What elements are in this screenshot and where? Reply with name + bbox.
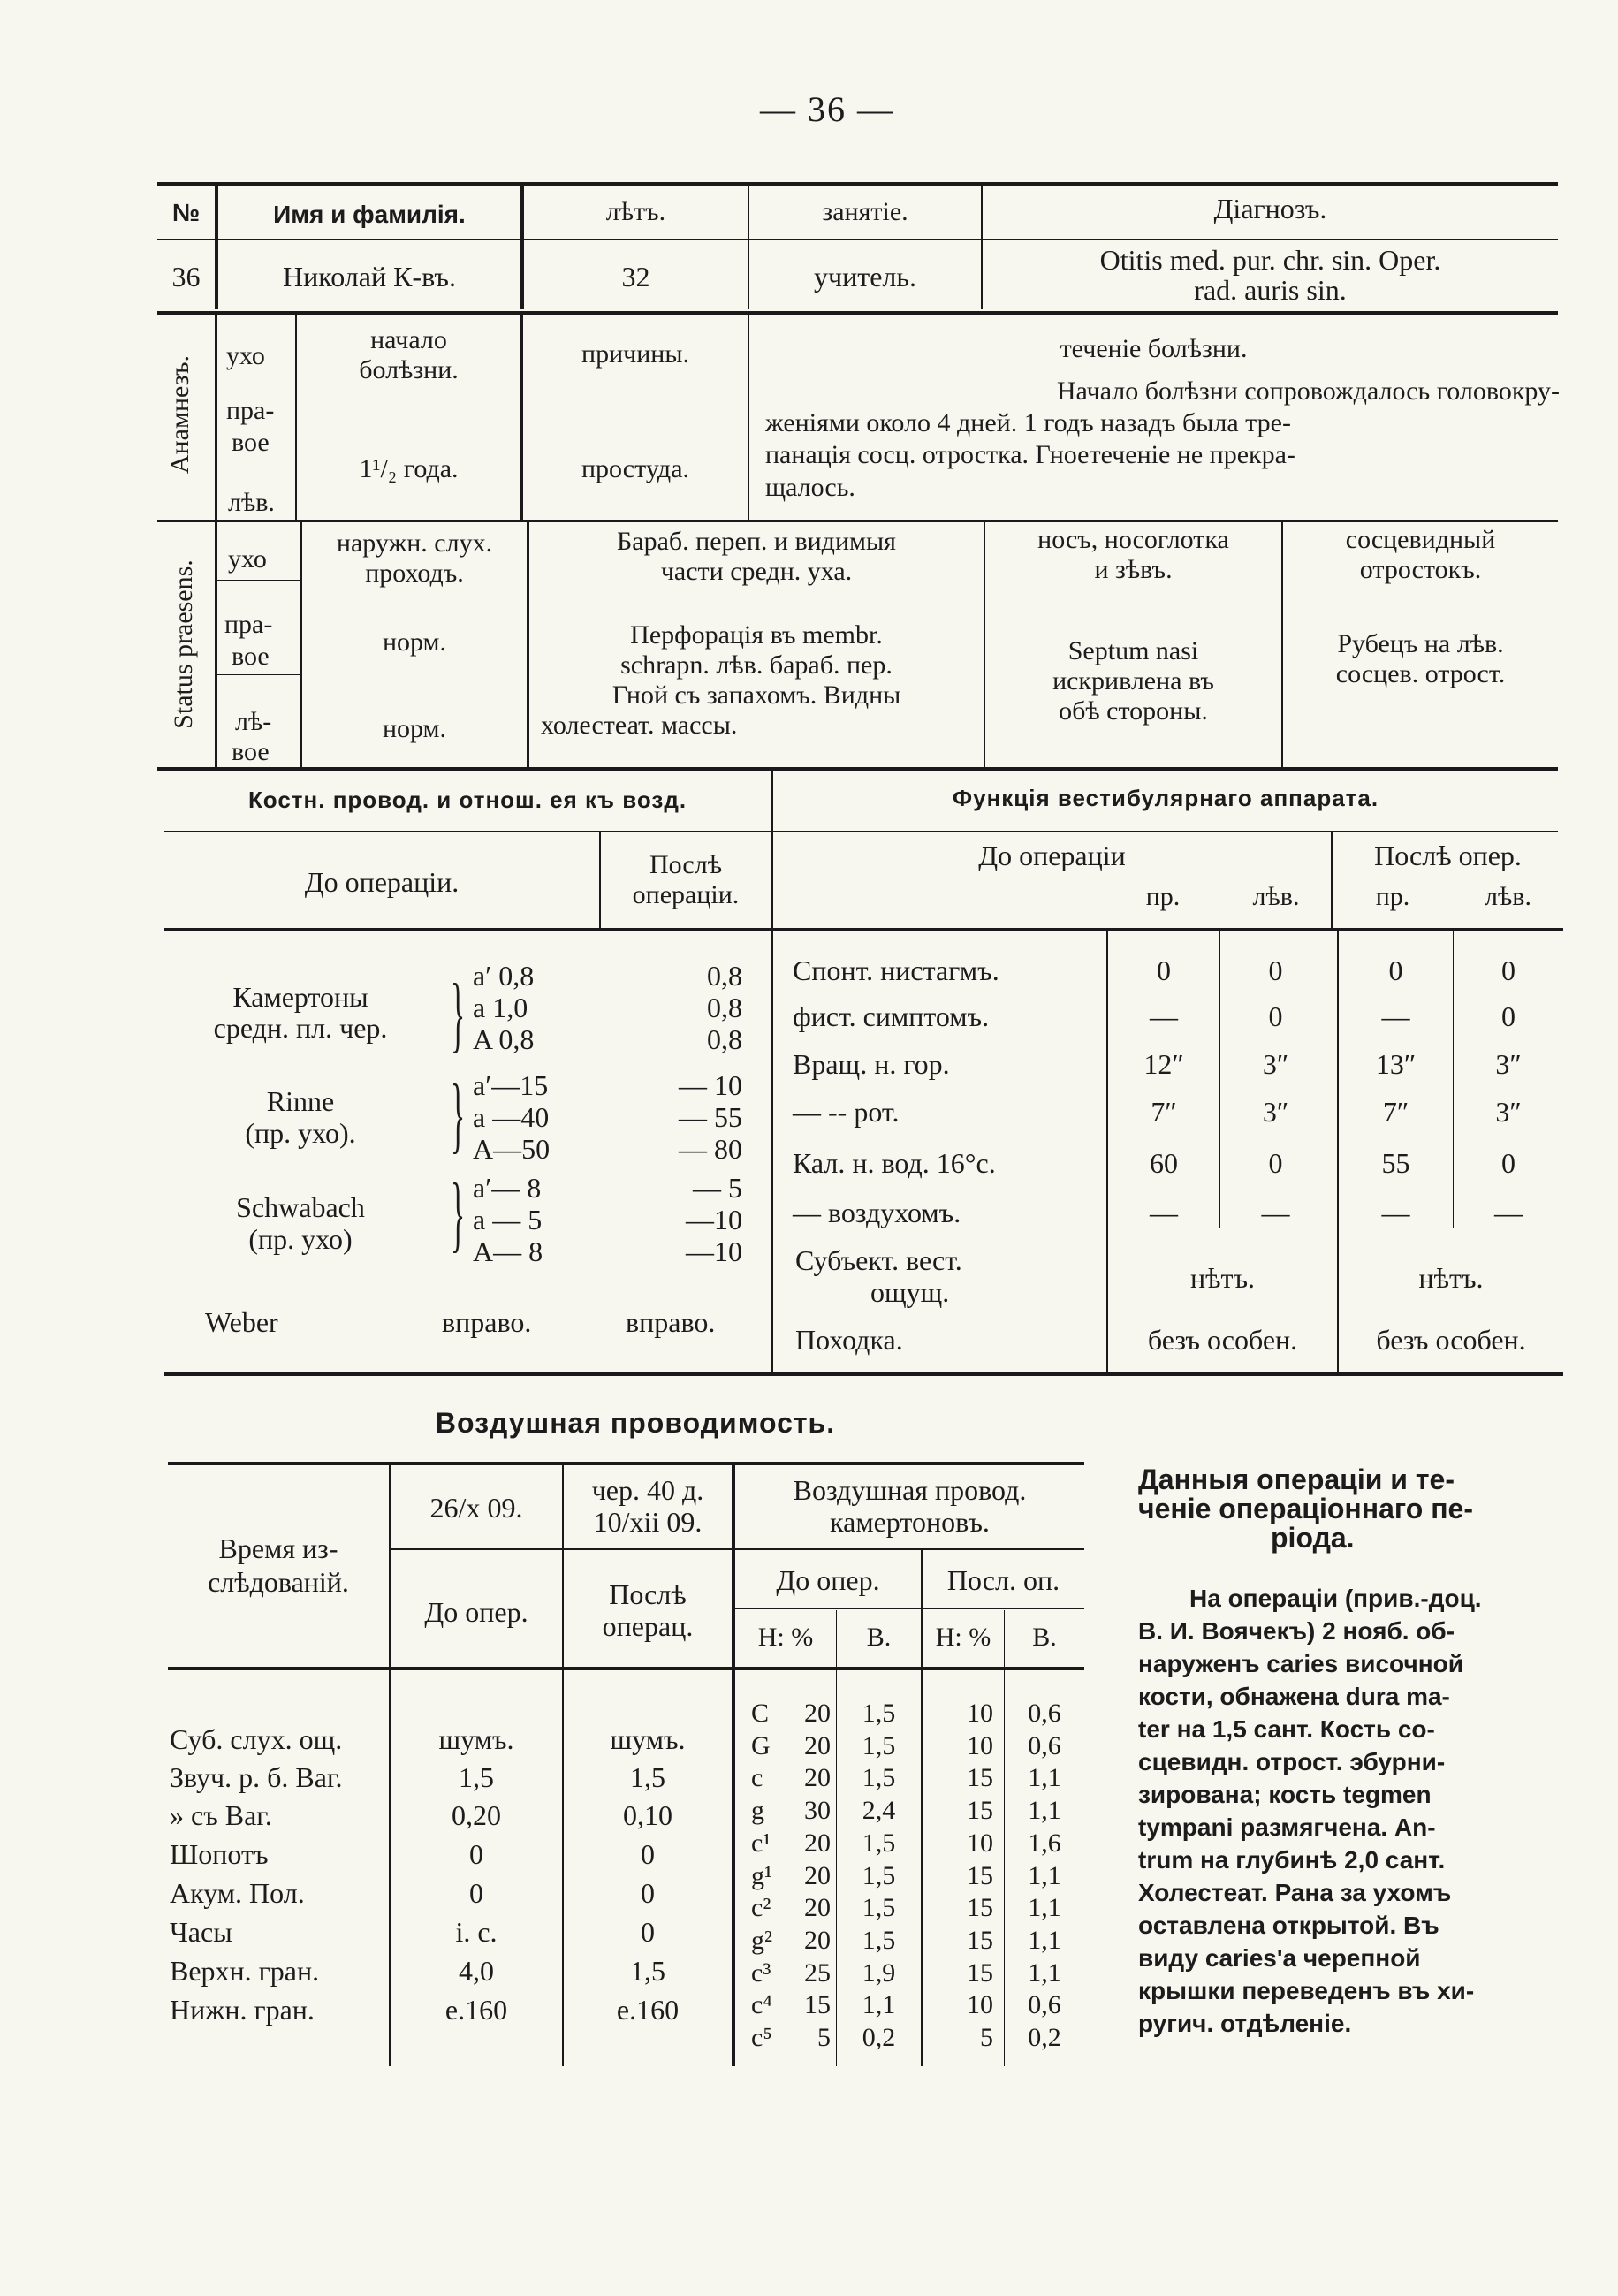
fork-before-b: 1,1 xyxy=(862,1990,896,2020)
operation-text-line: наруженъ caries височной xyxy=(1138,1650,1463,1677)
fork-before-percent: 5 xyxy=(817,2023,831,2052)
nose-header-2: и зѣвъ. xyxy=(1094,555,1173,584)
rinne-after: — 10 xyxy=(679,1069,742,1101)
fork-before-percent: 30 xyxy=(804,1796,831,1826)
subjective-before: нѣтъ. xyxy=(1189,1262,1256,1294)
fork-after-b: 0,2 xyxy=(1028,2023,1061,2052)
header-name: Имя и фамилія. xyxy=(273,201,466,228)
course-line-3: панація сосц. отростка. Гноетеченіе не прекра- xyxy=(765,440,1295,469)
status-ear-1: ухо xyxy=(228,544,267,574)
fork-after-percent: 10 xyxy=(967,1699,993,1728)
schwabach-after: —10 xyxy=(686,1235,742,1267)
fork-name: c³ xyxy=(751,1958,771,1988)
fork-header-1: Воздушная провод. xyxy=(793,1474,1027,1506)
vestibular-row-label: — воздухомъ. xyxy=(793,1197,961,1228)
vestibular-before-right-value: — xyxy=(1150,1000,1178,1032)
air-date-1: 26/x 09. xyxy=(429,1492,523,1524)
vestibular-title: Функція вестибулярнаго аппарата. xyxy=(952,785,1379,811)
drum-line-1: Перфорація въ membr. xyxy=(630,620,883,650)
header-occupation: занятіе. xyxy=(822,197,908,226)
canal-header-1: наружн. слух. xyxy=(336,528,493,558)
fork-name: g¹ xyxy=(751,1860,772,1890)
vestibular-before-left-value: 0 xyxy=(1268,1147,1283,1179)
vestibular-before-right-value: 12″ xyxy=(1143,1048,1184,1080)
schwabach-after-list xyxy=(601,1172,742,1267)
fork-name: g xyxy=(751,1796,764,1826)
header-age: лѣтъ. xyxy=(605,197,666,226)
schwabach-label-1: Schwabach xyxy=(236,1191,365,1223)
patient-occupation: учитель. xyxy=(814,261,916,293)
status-label: Status praesens. xyxy=(169,559,198,729)
schwabach-before: a′— 8 xyxy=(473,1172,542,1204)
fork-after-b: 1,1 xyxy=(1028,1958,1061,1988)
drum-line-3: Гной съ запахомъ. Видны xyxy=(611,680,901,710)
air-row-label: Шопотъ xyxy=(170,1838,269,1870)
mastoid-header-1: сосцевидный xyxy=(1345,525,1496,554)
onset-label-1: начало xyxy=(370,325,447,354)
causes-value: простуда. xyxy=(581,454,690,483)
course-line-4: щалось. xyxy=(765,473,855,502)
bone-col-after-2: операціи. xyxy=(632,880,740,909)
air-row-label: Суб. слух. ощ. xyxy=(170,1723,343,1755)
rinne-label-2: (пр. ухо). xyxy=(245,1117,356,1149)
vestibular-before-left-value: 0 xyxy=(1268,954,1283,986)
vestibular-col-before: До операціи xyxy=(978,840,1126,871)
vestibular-after-left-value: 0 xyxy=(1501,954,1515,986)
rinne-after: — 80 xyxy=(679,1133,742,1165)
rinne-label-1: Rinne xyxy=(266,1085,335,1117)
vestibular-before-left-value: 3″ xyxy=(1262,1096,1289,1128)
fork-after-percent: 15 xyxy=(967,1763,993,1793)
fork-before-percent: 15 xyxy=(804,1990,831,2020)
schwabach-before: a — 5 xyxy=(473,1204,543,1235)
anamnesis-label: Анамнезъ. xyxy=(165,354,194,475)
tuning-label-1: Камертоны xyxy=(232,981,368,1013)
vestibular-after-left: лѣв. xyxy=(1485,882,1531,911)
air-row-label: » съ Ваг. xyxy=(170,1799,272,1831)
fork-after-percent: 15 xyxy=(967,1893,993,1923)
operation-text-line: ругич. отдѣленіе. xyxy=(1138,2010,1352,2037)
operation-text-line: На операціи (прив.-доц. xyxy=(1189,1585,1482,1612)
rinne-before: A—50 xyxy=(473,1133,551,1165)
operation-text xyxy=(1138,1582,1562,2040)
operation-text-line: зирована; кость tegmen xyxy=(1138,1781,1432,1808)
air-row-label: Часы xyxy=(170,1916,232,1948)
schwabach-before: A— 8 xyxy=(473,1235,543,1267)
anamnesis-ear-1: ухо xyxy=(226,341,265,370)
air-row-label: Звуч. р. б. Ваг. xyxy=(170,1761,343,1793)
fork-before: До опер. xyxy=(776,1564,880,1596)
tuning-before: a 1,0 xyxy=(473,992,528,1023)
status-ear-2a: пра- xyxy=(224,610,273,639)
weber-before: вправо. xyxy=(442,1306,532,1338)
fork-after-percent: 5 xyxy=(980,2023,993,2052)
fork-before-b: 1,9 xyxy=(862,1958,896,1988)
fork-before-percent: 20 xyxy=(804,1925,831,1955)
fork-before-b: 1,5 xyxy=(862,1730,896,1760)
air-row-after: 1,5 xyxy=(630,1955,665,1987)
fork-before-b: 1,5 xyxy=(862,1763,896,1793)
vestibular-after-left-value: 3″ xyxy=(1495,1048,1522,1080)
fork-before-percent: 20 xyxy=(804,1860,831,1890)
drum-line-2: schrapn. лѣв. бараб. пер. xyxy=(620,650,893,680)
anamnesis-ear-2b: вое xyxy=(232,428,270,457)
fork-before-percent: 20 xyxy=(804,1699,831,1728)
vestibular-after-right-value: 13″ xyxy=(1375,1048,1417,1080)
operation-text-line: оставлена открытой. Въ xyxy=(1138,1912,1439,1939)
header-no: № xyxy=(171,199,201,226)
schwabach-after: — 5 xyxy=(693,1172,742,1204)
fork-before-percent: 20 xyxy=(804,1893,831,1923)
rinne-after: — 55 xyxy=(679,1101,742,1133)
vestibular-after-left-value: — xyxy=(1494,1197,1523,1228)
fork-after-b: 1,1 xyxy=(1028,1925,1061,1955)
air-row-label: Верхн. гран. xyxy=(170,1955,320,1987)
rinne-before: a —40 xyxy=(473,1101,550,1133)
air-row-before: шумъ. xyxy=(438,1723,514,1755)
rinne-before: a′—15 xyxy=(473,1069,549,1101)
operation-text-line: крышки переведенъ въ хи- xyxy=(1138,1977,1475,2004)
tuning-before-list xyxy=(473,960,534,1055)
tuning-after: 0,8 xyxy=(707,960,742,992)
fork-after-b: 1,1 xyxy=(1028,1763,1061,1793)
fork-name: c² xyxy=(751,1893,771,1923)
operation-title-line: Данныя операціи и те- xyxy=(1138,1464,1455,1495)
vestibular-row-label: Спонт. нистагмъ. xyxy=(793,954,999,986)
subjective-label-2: ощущ. xyxy=(870,1276,950,1308)
vestibular-before-right: пр. xyxy=(1145,882,1181,911)
fork-after-b: 1,1 xyxy=(1028,1796,1061,1826)
operation-text-line: кости, обнажена dura ma- xyxy=(1138,1683,1450,1710)
vestibular-before-right-value: 7″ xyxy=(1151,1096,1177,1128)
operation-text-line: trum на глубинѣ 2,0 сант. xyxy=(1138,1846,1446,1874)
operation-text-line: сцевидн. отрост. эбурни- xyxy=(1138,1748,1446,1775)
patient-diagnosis-1: Otitis med. pur. chr. sin. Oper. xyxy=(1099,244,1441,276)
course-line-2: женіями около 4 дней. 1 годъ назадъ была тре- xyxy=(765,408,1291,437)
tuning-before: A 0,8 xyxy=(473,1023,535,1055)
nose-line-1: Septum nasi xyxy=(1067,636,1199,665)
gait-label: Походка. xyxy=(795,1324,903,1356)
fork-before-b: 2,4 xyxy=(862,1796,896,1826)
air-row-before: 0 xyxy=(469,1838,483,1870)
fork-after-percent: 10 xyxy=(967,1990,993,2020)
schwabach-brace-icon: } xyxy=(450,1166,466,1260)
air-col-time-1: Время из- xyxy=(218,1532,338,1564)
nose-header-1: носъ, носоглотка xyxy=(1037,525,1229,554)
air-row-after: шумъ. xyxy=(610,1723,686,1755)
fork-name: c xyxy=(751,1763,763,1793)
operation-text-line: виду caries'а черепной xyxy=(1138,1944,1421,1972)
fork-after-b: 1,6 xyxy=(1028,1828,1061,1858)
fork-after-percent: 15 xyxy=(967,1958,993,1988)
patient-no: 36 xyxy=(171,261,201,293)
vestibular-row-label: Кал. н. вод. 16°c. xyxy=(793,1147,996,1179)
air-row-label: Акум. Пол. xyxy=(170,1877,305,1909)
vestibular-after-left-value: 3″ xyxy=(1495,1096,1522,1128)
fork-header-2: камертоновъ. xyxy=(830,1506,990,1538)
drum-line-4: холестеат. массы. xyxy=(541,711,738,740)
fork-name: c¹ xyxy=(751,1828,771,1858)
air-row-after: e.160 xyxy=(616,1994,680,2026)
tuning-after: 0,8 xyxy=(707,992,742,1023)
anamnesis-ear-2a: пра- xyxy=(226,396,275,425)
air-after-2: операц. xyxy=(602,1610,694,1642)
operation-text-line: Холестеат. Рана за ухомъ xyxy=(1138,1879,1452,1906)
fork-after-b: 0,6 xyxy=(1028,1730,1061,1760)
fork-after-percent: 15 xyxy=(967,1796,993,1826)
vestibular-after-right-value: 0 xyxy=(1388,954,1403,986)
status-ear-3b: вое xyxy=(232,737,270,766)
page-number: — 36 — xyxy=(760,89,894,129)
fork-after-percent: 15 xyxy=(967,1925,993,1955)
fork-before-b: 1,5 xyxy=(862,1893,896,1923)
operation-text-line: ter на 1,5 сант. Кость со- xyxy=(1138,1715,1435,1743)
air-row-before: i. c. xyxy=(455,1916,498,1948)
vestibular-before-left-value: — xyxy=(1261,1197,1290,1228)
fork-after-unit-h: Н: % xyxy=(935,1623,991,1652)
tuning-label-2: средн. пл. чер. xyxy=(213,1012,388,1044)
air-date-2a: чер. 40 д. xyxy=(591,1474,704,1506)
air-after-1: Послѣ xyxy=(609,1578,687,1610)
tuning-brace-icon: } xyxy=(450,966,466,1061)
vestibular-after-right-value: — xyxy=(1381,1197,1410,1228)
fork-before-b: 0,2 xyxy=(862,2023,896,2052)
drum-header-1: Бараб. переп. и видимыя xyxy=(617,527,896,556)
air-col-time-2: слѣдованій. xyxy=(208,1566,349,1598)
header-diagnosis: Діагнозъ. xyxy=(1213,193,1327,224)
rinne-brace-icon: } xyxy=(450,1067,466,1161)
fork-name: G xyxy=(751,1730,771,1760)
onset-value: 1¹/₂ года. xyxy=(359,454,459,483)
air-row-before: e.160 xyxy=(444,1994,508,2026)
vestibular-col-after: Послѣ опер. xyxy=(1374,840,1522,871)
mastoid-header-2: отростокъ. xyxy=(1359,555,1482,584)
vestibular-after-right: пр. xyxy=(1375,882,1410,911)
patient-age: 32 xyxy=(621,261,650,293)
fork-name: c⁴ xyxy=(751,1990,772,2020)
fork-before-b: 1,5 xyxy=(862,1828,896,1858)
vestibular-before-right-value: — xyxy=(1150,1197,1178,1228)
schwabach-after: —10 xyxy=(686,1204,742,1235)
fork-before-percent: 20 xyxy=(804,1828,831,1858)
operation-text-line: В. И. Воячекъ) 2 нояб. об- xyxy=(1138,1617,1455,1645)
fork-before-b: 1,5 xyxy=(862,1860,896,1890)
subjective-label-1: Субъект. вест. xyxy=(795,1244,962,1276)
operation-title-line: ченіе операціоннаго пе- xyxy=(1138,1493,1473,1524)
course-line-1: Начало болѣзни сопровождалось головокру- xyxy=(1056,376,1560,406)
schwabach-before-list xyxy=(473,1172,543,1267)
canal-left: норм. xyxy=(382,714,447,743)
vestibular-after-left-value: 0 xyxy=(1501,1000,1515,1032)
fork-after-unit-b: В. xyxy=(1032,1623,1057,1652)
operation-title-line: ріода. xyxy=(1271,1522,1355,1554)
anamnesis-ear-3: лѣв. xyxy=(228,488,275,517)
status-ear-3a: лѣ- xyxy=(235,707,272,736)
air-row-after: 0,10 xyxy=(623,1799,672,1831)
fork-name: c⁵ xyxy=(751,2023,772,2052)
vestibular-before-right-value: 60 xyxy=(1150,1147,1178,1179)
fork-before-unit-b: В. xyxy=(866,1623,892,1652)
air-row-after: 0 xyxy=(641,1877,655,1909)
tuning-before: a′ 0,8 xyxy=(473,960,535,992)
causes-label: причины. xyxy=(581,339,689,369)
vestibular-after-right-value: 55 xyxy=(1381,1147,1410,1179)
fork-after-b: 0,6 xyxy=(1028,1699,1061,1728)
onset-label-2: болѣзни. xyxy=(359,355,459,384)
operation-title xyxy=(1138,1465,1562,1553)
fork-after-percent: 10 xyxy=(967,1828,993,1858)
mastoid-line-2: сосцев. отрост. xyxy=(1335,659,1506,688)
fork-name: g² xyxy=(751,1925,772,1955)
weber-after: вправо. xyxy=(626,1306,716,1338)
fork-before-percent: 25 xyxy=(804,1958,831,1988)
patient-diagnosis-2: rad. auris sin. xyxy=(1194,274,1347,306)
subjective-after: нѣтъ. xyxy=(1418,1262,1484,1294)
vestibular-before-left-value: 0 xyxy=(1268,1000,1283,1032)
vestibular-after-right-value: 7″ xyxy=(1382,1096,1409,1128)
fork-before-percent: 20 xyxy=(804,1763,831,1793)
air-row-after: 0 xyxy=(641,1916,655,1948)
bone-title: Костн. провод. и отнош. ея къ возд. xyxy=(247,787,687,813)
fork-name: C xyxy=(751,1699,770,1728)
air-title: Воздушная проводимость. xyxy=(435,1407,836,1439)
vestibular-before-left: лѣв. xyxy=(1252,882,1300,911)
air-row-before: 0,20 xyxy=(452,1799,501,1831)
vestibular-before-left-value: 3″ xyxy=(1262,1048,1289,1080)
bone-col-after-1: Послѣ xyxy=(649,850,722,879)
fork-after-percent: 10 xyxy=(967,1730,993,1760)
weber-label: Weber xyxy=(205,1306,278,1338)
fork-after-percent: 15 xyxy=(967,1860,993,1890)
vestibular-row-label: Вращ. н. гор. xyxy=(793,1048,950,1080)
air-before: До опер. xyxy=(424,1596,528,1628)
gait-before: безъ особен. xyxy=(1147,1324,1298,1356)
air-row-before: 4,0 xyxy=(459,1955,494,1987)
drum-header-2: части средн. уха. xyxy=(660,557,853,586)
fork-before-b: 1,5 xyxy=(862,1699,896,1728)
status-ear-2b: вое xyxy=(232,642,270,671)
fork-after: Посл. оп. xyxy=(946,1564,1060,1596)
tuning-after-list xyxy=(601,960,742,1055)
nose-line-2: искривлена въ xyxy=(1052,666,1214,696)
air-row-before: 0 xyxy=(469,1877,483,1909)
mastoid-line-1: Рубецъ на лѣв. xyxy=(1337,629,1504,658)
gait-after: безъ особен. xyxy=(1376,1324,1526,1356)
fork-after-b: 0,6 xyxy=(1028,1990,1061,2020)
patient-name: Николай К-въ. xyxy=(283,261,456,293)
fork-after-b: 1,1 xyxy=(1028,1860,1061,1890)
rinne-before-list xyxy=(473,1069,550,1165)
air-row-before: 1,5 xyxy=(459,1761,494,1793)
rinne-after-list xyxy=(601,1069,742,1165)
nose-line-3: обѣ стороны. xyxy=(1059,696,1208,726)
vestibular-row-label: — -- рот. xyxy=(793,1096,900,1128)
tuning-after: 0,8 xyxy=(707,1023,742,1055)
bone-col-before: До операціи. xyxy=(304,866,460,898)
canal-right: норм. xyxy=(382,627,447,657)
air-row-label: Нижн. гран. xyxy=(170,1994,315,2026)
air-row-after: 1,5 xyxy=(630,1761,665,1793)
air-date-2b: 10/xii 09. xyxy=(593,1506,703,1538)
fork-before-unit-h: Н: % xyxy=(757,1623,814,1652)
operation-text-line: tympani размягчена. An- xyxy=(1138,1813,1436,1841)
vestibular-before-right-value: 0 xyxy=(1157,954,1171,986)
fork-before-percent: 20 xyxy=(804,1730,831,1760)
schwabach-label-2: (пр. ухо) xyxy=(248,1223,353,1255)
air-row-after: 0 xyxy=(641,1838,655,1870)
course-label: теченіе болѣзни. xyxy=(1060,334,1248,363)
vestibular-after-right-value: — xyxy=(1381,1000,1410,1032)
fork-after-b: 1,1 xyxy=(1028,1893,1061,1923)
fork-before-b: 1,5 xyxy=(862,1925,896,1955)
canal-header-2: проходъ. xyxy=(365,559,464,588)
vestibular-after-left-value: 0 xyxy=(1501,1147,1515,1179)
vestibular-row-label: фист. симптомъ. xyxy=(793,1000,990,1032)
